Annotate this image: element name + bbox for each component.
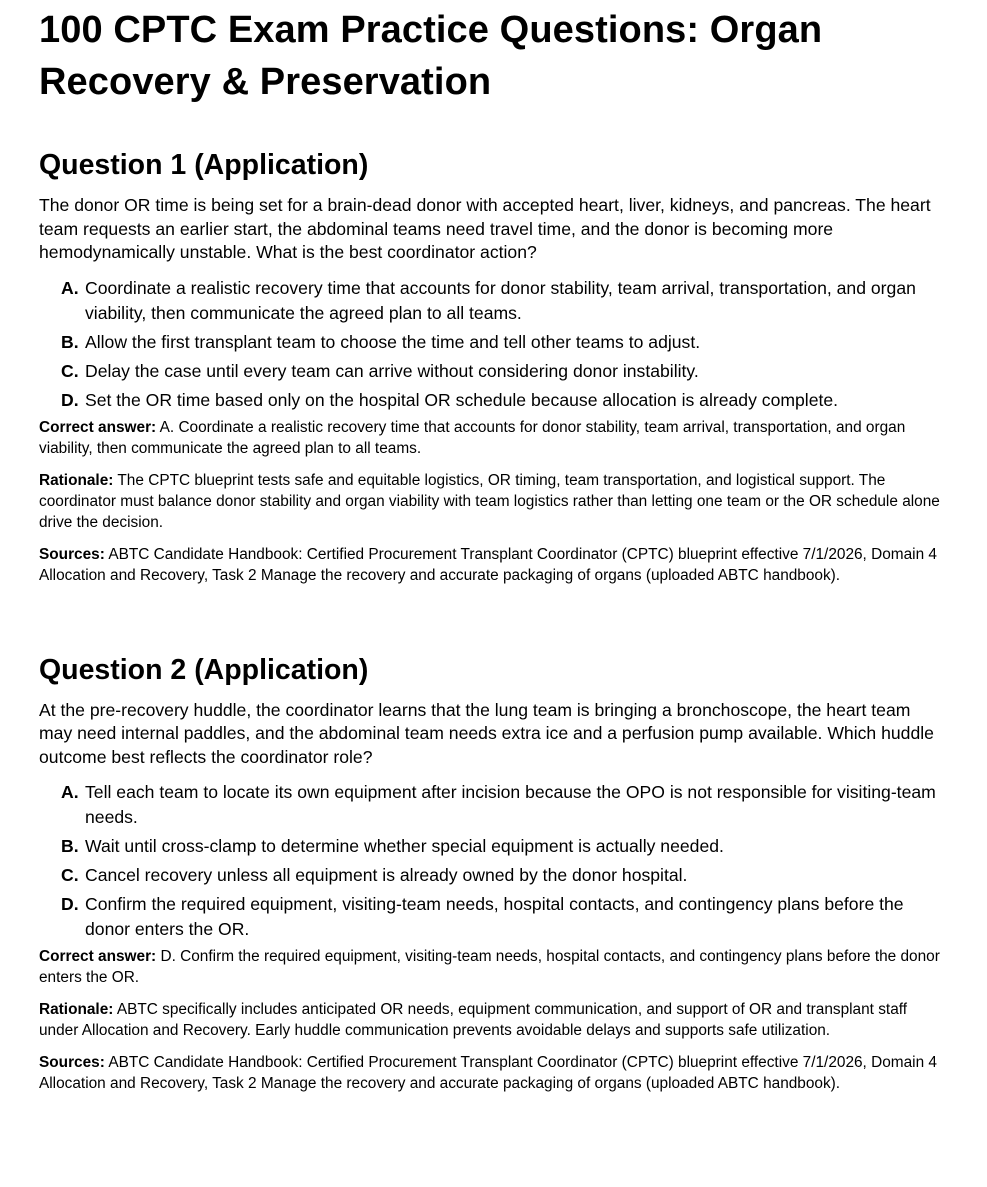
option-letter: B. (61, 331, 79, 352)
rationale-text: The CPTC blueprint tests safe and equitable logistics, OR timing, team transportation, and logistical support. The coordinator must balance donor stability and organ viability with team logistics rather than letting one team or the OR schedule alone drive the decision. (39, 471, 940, 531)
option-d (61, 388, 948, 413)
option-letter: C. (61, 865, 79, 885)
option-d (61, 892, 948, 942)
question-stem: The donor OR time is being set for a brain-dead donor with accepted heart, liver, kidneys, and pancreas. The heart team requests an earlier start, the abdominal teams need travel time, and the donor is becoming more hemodynamically unstable. What is the best coordinator action? (39, 195, 931, 262)
question-heading: Question 2 (Application) (39, 653, 369, 686)
sources-text: ABTC Candidate Handbook: Certified Procurement Transplant Coordinator (CPTC) blueprint effective 7/1/2026, Domain 4 Allocation and Recovery, Task 2 Manage the recovery and accurate packaging of organs (uploaded ABTC handbook). (39, 545, 937, 584)
option-text: Delay the case until every team can arrive without considering donor instability. (85, 360, 699, 381)
option-letter: C. (61, 360, 79, 381)
rationale-label: Rationale: (39, 1001, 114, 1018)
rationale-text: ABTC specifically includes anticipated OR needs, equipment communication, and support of OR and transplant staff under Allocation and Recovery. Early huddle communication prevents avoidable delays and supports safe utilization. (39, 1001, 908, 1039)
answer-options (39, 276, 948, 413)
option-text: Wait until cross-clamp to determine whether special equipment is actually needed. (85, 836, 724, 856)
answer-options (39, 780, 948, 942)
option-letter: D. (61, 894, 79, 914)
option-c (61, 863, 948, 888)
option-text: Tell each team to locate its own equipment after incision because the OPO is not responsible for visiting-team needs. (85, 782, 936, 827)
correct-answer (39, 946, 948, 988)
option-text: Cancel recovery unless all equipment is already owned by the donor hospital. (85, 865, 688, 885)
question-2 (39, 653, 948, 1095)
option-c (61, 359, 948, 384)
document-title: 100 CPTC Exam Practice Questions: Organ Recovery & Preservation (39, 9, 823, 103)
option-a (61, 276, 948, 326)
rationale (39, 999, 948, 1041)
option-b (61, 834, 948, 859)
sources-text: ABTC Candidate Handbook: Certified Procurement Transplant Coordinator (CPTC) blueprint effective 7/1/2026, Domain 4 Allocation and Recovery, Task 2 Manage the recovery and accurate packaging of organs (uploaded ABTC handbook). (39, 1054, 937, 1092)
option-text: Set the OR time based only on the hospital OR schedule because allocation is already complete. (85, 389, 839, 410)
question-stem: At the pre-recovery huddle, the coordinator learns that the lung team is bringing a bronchoscope, the heart team may need internal paddles, and the abdominal team needs extra ice and a perfusion pump available. Which huddle outcome best reflects the coordinator role? (39, 699, 934, 767)
correct-answer-label: Correct answer: (39, 948, 157, 965)
sources-label: Sources: (39, 1054, 105, 1071)
rationale (39, 470, 948, 533)
sources-label: Sources: (39, 545, 105, 563)
question-1 (39, 148, 948, 586)
question-heading: Question 1 (Application) (39, 149, 369, 181)
option-letter: A. (61, 277, 79, 298)
rationale-label: Rationale: (39, 471, 114, 489)
option-text: Coordinate a realistic recovery time that accounts for donor stability, team arrival, transportation, and organ viability, then communicate the agreed plan to all teams. (85, 277, 916, 323)
option-letter: A. (61, 782, 79, 802)
option-letter: B. (61, 836, 79, 856)
correct-answer-label: Correct answer: (39, 418, 157, 436)
option-text: Allow the first transplant team to choose the time and tell other teams to adjust. (85, 331, 701, 352)
correct-answer-text: D. Confirm the required equipment, visiting-team needs, hospital contacts, and contingency plans before the donor enters the OR. (39, 948, 940, 986)
sources (39, 1052, 948, 1094)
option-b (61, 330, 948, 355)
correct-answer (39, 417, 948, 459)
correct-answer-text: A. Coordinate a realistic recovery time that accounts for donor stability, team arrival, transportation, and organ viability, then communicate the agreed plan to all teams. (39, 418, 906, 457)
option-letter: D. (61, 389, 79, 410)
option-text: Confirm the required equipment, visiting-team needs, hospital contacts, and contingency plans before the donor enters the OR. (85, 894, 904, 939)
sources (39, 544, 948, 586)
option-a (61, 780, 948, 830)
